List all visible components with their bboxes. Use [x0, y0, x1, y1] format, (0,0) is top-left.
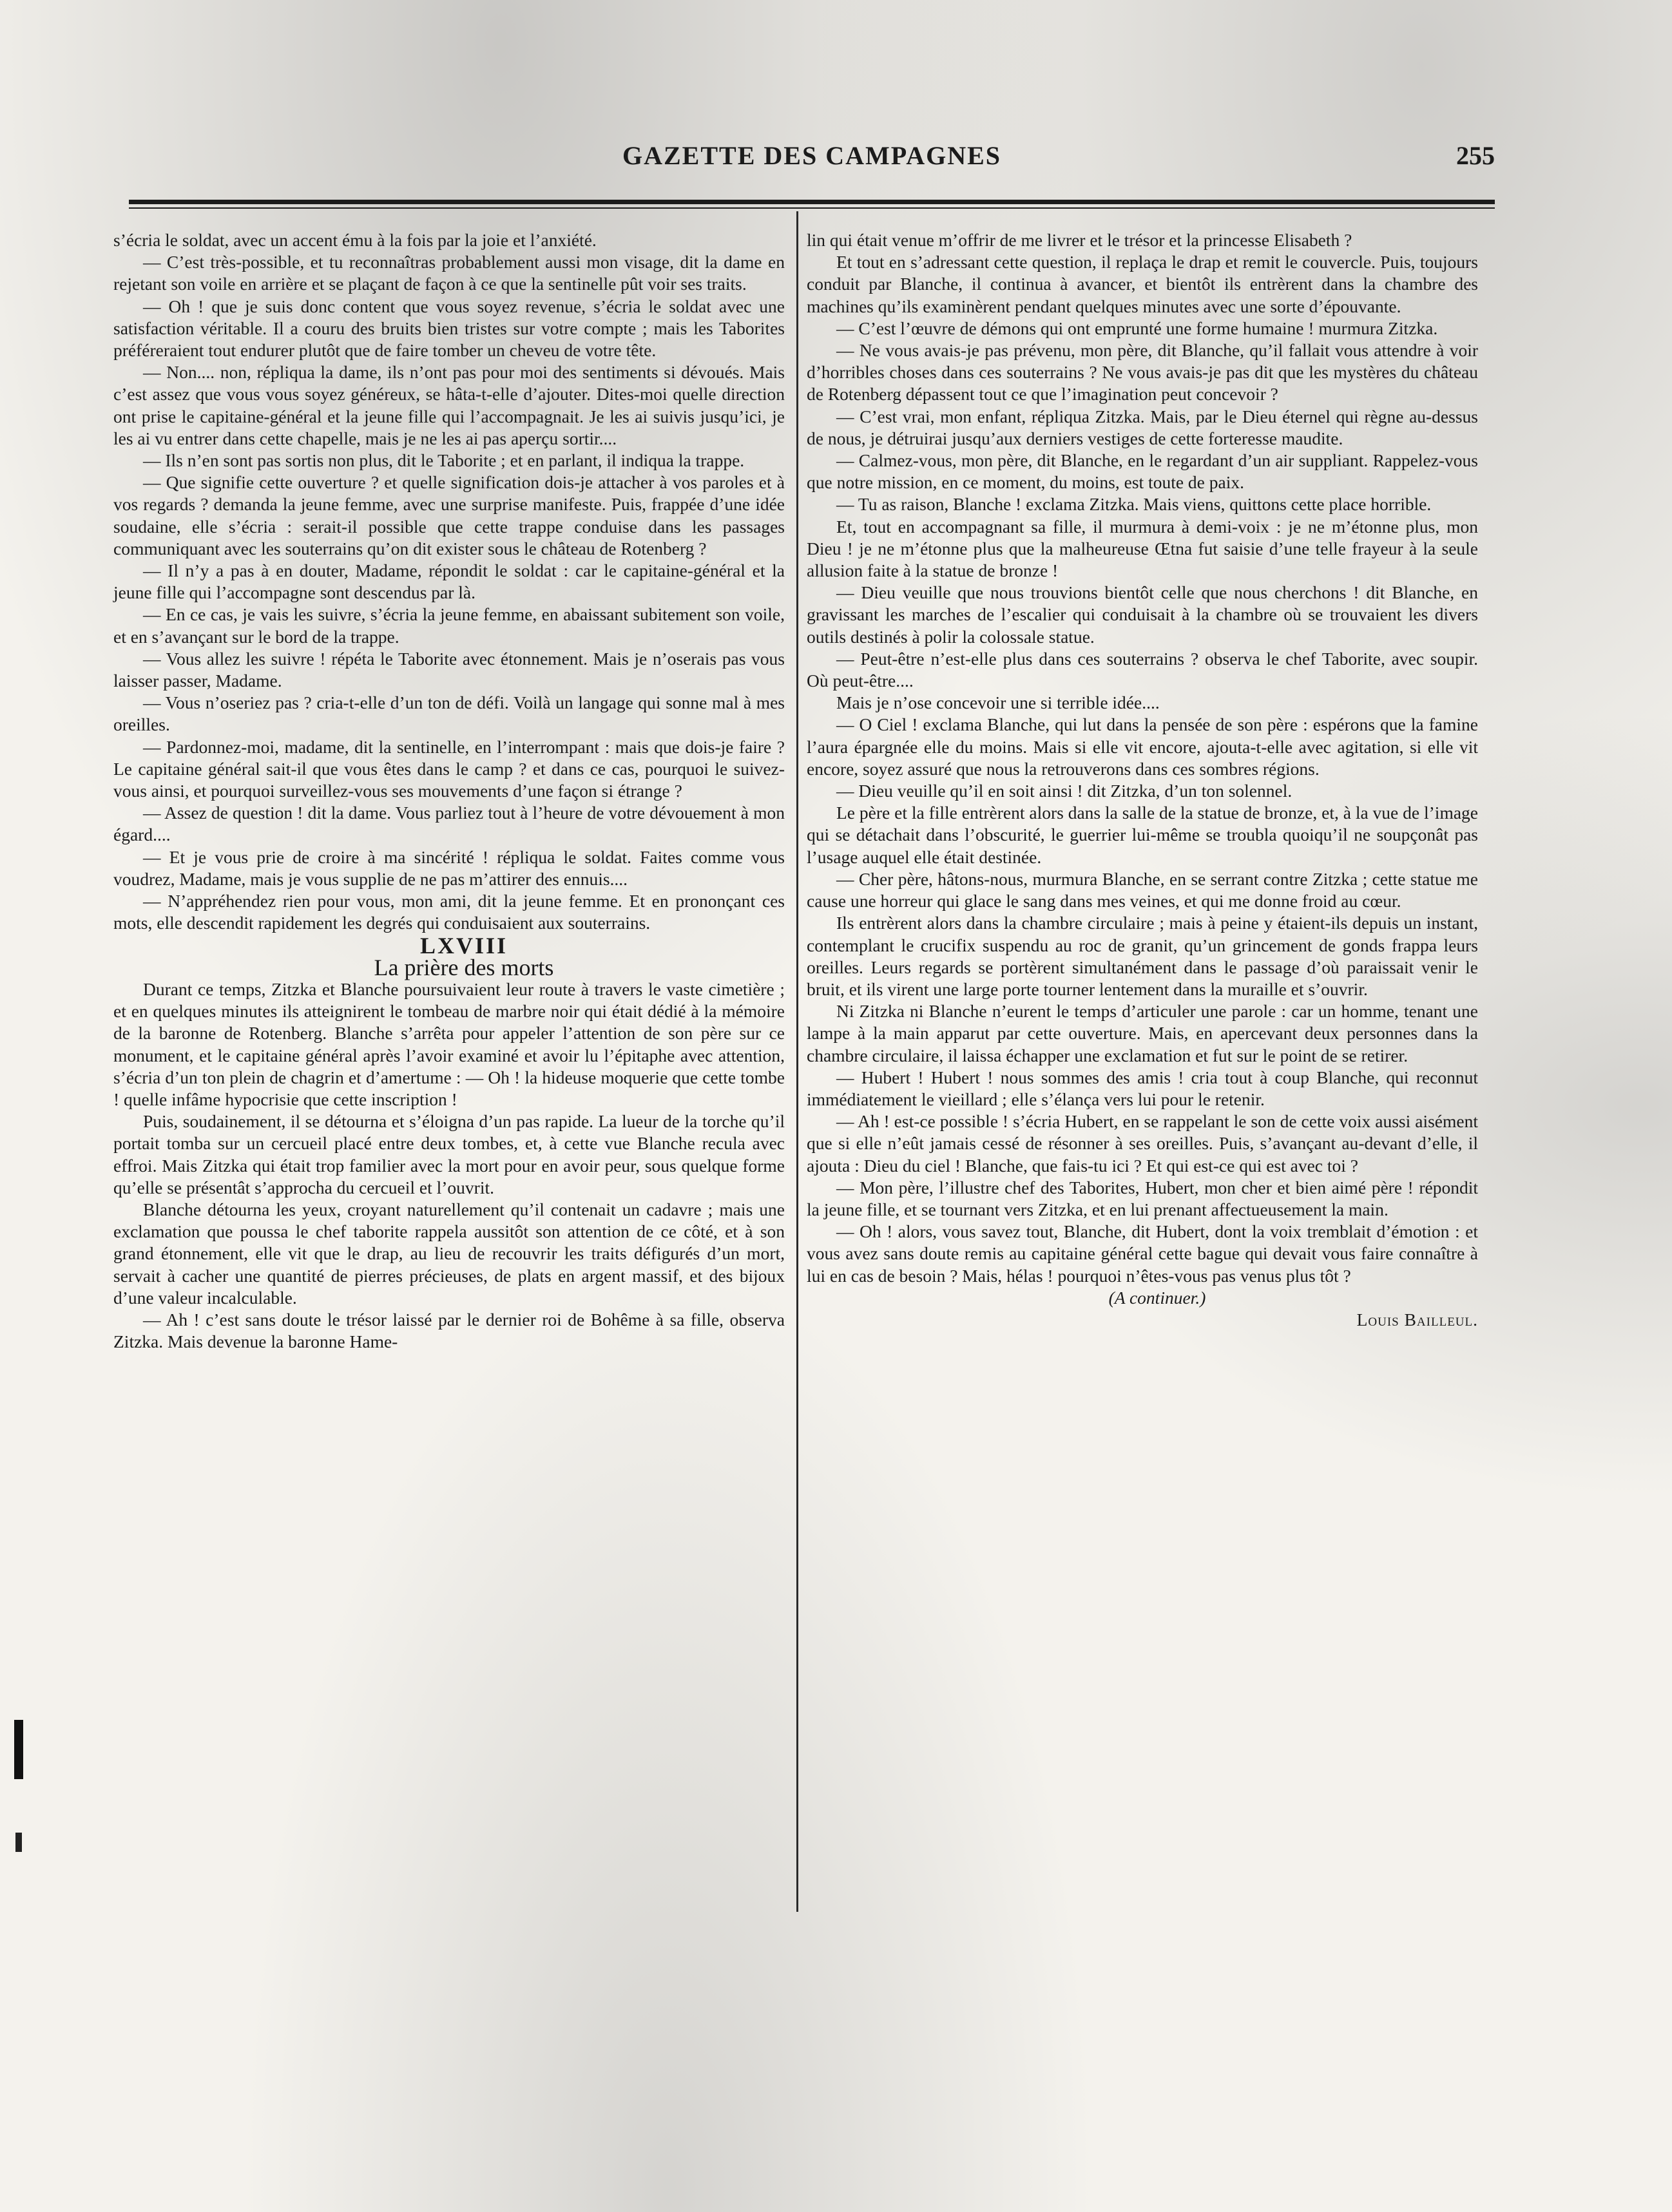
paragraph: lin qui était venue m’offrir de me livrer et le trésor et la princesse Elisabeth ?	[807, 230, 1352, 250]
paragraph: — Assez de question ! dit la dame. Vous parliez tout à l’heure de votre dévouement à mon égard....	[113, 803, 785, 845]
paragraph: — N’appréhendez rien pour vous, mon ami, dit la jeune femme. Et en prononçant ces mots, elle descendit rapidement les degrés qui conduisaient aux souterrains.	[113, 891, 785, 933]
paragraph: — Oh ! alors, vous savez tout, Blanche, dit Hubert, dont la voix tremblait d’émotion : et vous avez sans doute remis au capitaine général cette bague qui devait vous faire connaître à lui en cas de besoin ? Mais, hélas ! pourquoi n’êtes-vous pas venus plus tôt ?	[807, 1221, 1478, 1286]
paragraph: — Oh ! que je suis donc content que vous soyez revenue, s’écria le soldat avec une satisfaction véritable. Il a couru des bruits bien tristes sur votre compte ; mais les Taborites préféreraient tout endurer plutôt que de faire tomber un cheveu de votre tête.	[113, 296, 785, 361]
paragraph: — Dieu veuille que nous trouvions bientôt celle que nous cherchons ! dit Blanche, en gravissant les marches de l’escalier qui conduisait à la chambre où se trouvaient les divers outils destinés à polir la colossale statue.	[807, 582, 1478, 647]
paragraph: — Peut-être n’est-elle plus dans ces souterrains ? observa le chef Taborite, avec soupir. Où peut-être....	[807, 648, 1478, 691]
margin-ink-mark	[15, 1833, 22, 1852]
paragraph: s’écria le soldat, avec un accent ému à la fois par la joie et l’anxiété.	[113, 230, 597, 250]
paragraph: Et tout en s’adressant cette question, il replaça le drap et remit le couvercle. Puis, toujours conduit par Blanche, il continua à avancer, et bientôt ils entrèrent dans la chambre des machines qu’ils examinèrent pendant quelques minutes avec une sorte d’épouvante.	[807, 252, 1478, 316]
paragraph: Durant ce temps, Zitzka et Blanche poursuivaient leur route à travers le vaste cimetière ; et en quelques minutes ils atteignirent le tombeau de marbre noir qui était dédié à la mémoire de la baronne de Rotenberg. Blanche s’arrêta pour appeler l’attention de son père sur ce monument, et le capitaine général après l’avoir examiné et avoir lu l’épitaphe avec attention, s’écria d’un ton plein de chagrin et d’amertume : — Oh ! la hideuse moquerie que cette tombe ! quelle infâme hypocrisie que cette inscription !	[113, 978, 785, 1109]
right-column	[807, 229, 1478, 1331]
paragraph: — Non.... non, répliqua la dame, ils n’ont pas pour moi des sentiments si dévoués. Mais c’est assez que vous vous soyez généreux, se hâta-t-elle d’ajouter. Dites-moi quelle direction ont prise le capitaine-général et la jeune fille qui l’accompagnait. Je les ai suivis jusqu’ici, je les ai vu entrer dans cette chapelle, mais je ne les ai pas aperçu sortir....	[113, 362, 785, 448]
paragraph: Le père et la fille entrèrent alors dans la salle de la statue de bronze, et, à la vue de l’image qui se détachait dans l’obscurité, le guerrier lui-même se troubla quoiqu’il ne soupçonât pas l’usage auquel elle était destinée.	[807, 803, 1478, 867]
header-rule-thick	[129, 200, 1495, 204]
paragraph: — Et je vous prie de croire à ma sincérité ! répliqua le soldat. Faites comme vous voudrez, Madame, mais je vous supplie de ne pas m’attirer des ennuis....	[113, 846, 785, 889]
paragraph: Blanche détourna les yeux, croyant naturellement qu’il contenait un cadavre ; mais une exclamation que poussa le chef taborite rappela aussitôt son attention de ce côté, et à son grand étonnement, elle vit que le drap, au lieu de recouvrir les traits défigurés d’un mort, servait à cacher une quantité de pierres précieuses, de plats en argent massif, et des bijoux d’une valeur incalculable.	[113, 1199, 785, 1308]
paragraph: — C’est vrai, mon enfant, répliqua Zitzka. Mais, par le Dieu éternel qui règne au-dessus de nous, je détruirai jusqu’aux derniers vestiges de cette forteresse maudite.	[807, 406, 1478, 448]
paragraph: — Pardonnez-moi, madame, dit la sentinelle, en l’interrompant : mais que dois-je faire ? Le capitaine général sait-il que vous êtes dans le camp ? et dans ce cas, pourquoi le suivez-vous ainsi, et pourquoi surveillez-vous ses mouvements d’une façon si étrange ?	[113, 736, 785, 801]
paragraph: — Vous n’oseriez pas ? cria-t-elle d’un ton de défi. Voilà un langage qui sonne mal à mes oreilles.	[113, 692, 785, 735]
margin-ink-mark	[14, 1720, 23, 1779]
paragraph: Puis, soudainement, il se détourna et s’éloigna d’un pas rapide. La lueur de la torche qu’il portait tomba sur un cercueil placé entre deux tombes, et, à cette vue Blanche recula avec effroi. Mais Zitzka qui était trop familier avec la mort pour en avoir peur, sous quelque forme qu’elle se présentât s’approcha du cercueil et l’ouvrit.	[113, 1111, 785, 1197]
running-title: GAZETTE DES CAMPAGNES	[622, 141, 1001, 170]
paragraph: — Cher père, hâtons-nous, murmura Blanche, en se serrant contre Zitzka ; cette statue me cause une horreur qui glace le sang dans mes veines, et qui me donne froid au cœur.	[807, 868, 1478, 911]
header-rule-thin	[129, 207, 1495, 209]
paragraph: — Il n’y a pas à en douter, Madame, répondit le soldat : car le capitaine-général et la jeune fille qui l’accompagne sont descendus par là.	[113, 560, 785, 603]
author-signature: Louis Bailleul.	[1356, 1309, 1478, 1330]
paragraph: — C’est l’œuvre de démons qui ont emprunté une forme humaine ! murmura Zitzka.	[836, 318, 1438, 338]
chapter-number: LXVIII	[419, 932, 508, 958]
paragraph: — Calmez-vous, mon père, dit Blanche, en le regardant d’un air suppliant. Rappelez-vous que notre mission, en ce moment, du moins, est toute de paix.	[807, 450, 1478, 493]
paragraph: — Ils n’en sont pas sortis non plus, dit le Taborite ; et en parlant, il indiqua la trappe.	[143, 450, 745, 471]
paragraph: — Mon père, l’illustre chef des Taborites, Hubert, mon cher et bien aimé père ! répondit la jeune fille, et se tournant vers Zitzka, et en lui prenant affectueusement la main.	[807, 1177, 1478, 1219]
paragraph: Ils entrèrent alors dans la chambre circulaire ; mais à peine y étaient-ils depuis un instant, contemplant le crucifix suspendu au roc de granit, qu’un grincement de gonds frappa leurs oreilles. Leurs regards se portèrent simultanément dans le passage d’où paraissait venir le bruit, et ils virent une large porte tourner lentement dans la muraille et s’ouvrir.	[807, 913, 1478, 999]
paragraph: — Hubert ! Hubert ! nous sommes des amis ! cria tout à coup Blanche, qui reconnut immédiatement le vieillard ; elle s’élança vers lui pour le retenir.	[807, 1067, 1478, 1109]
paragraph: — Que signifie cette ouverture ? et quelle signification dois-je attacher à vos paroles et à vos regards ? demanda la jeune femme, avec une surprise manifeste. Puis, frappée d’une idée soudaine, elle s’écria : serait-il possible que cette trappe conduise dans les passages communiquant avec les souterrains qu’on dit exister sous le château de Rotenberg ?	[113, 472, 785, 558]
paragraph: — Ah ! est-ce possible ! s’écria Hubert, en se rappelant le son de cette voix aussi aisément que si elle n’eût jamais cessé de résonner à ses oreilles. Puis, s’avançant au-devant d’elle, il ajouta : Dieu du ciel ! Blanche, que fais-tu ici ? Et qui est-ce qui est avec toi ?	[807, 1111, 1478, 1176]
paragraph: — Vous allez les suivre ! répéta le Taborite avec étonnement. Mais je n’oserais pas vous laisser passer, Madame.	[113, 648, 785, 691]
page-number: 255	[1456, 141, 1495, 170]
paragraph: Mais je n’ose concevoir une si terrible idée....	[836, 692, 1160, 713]
paragraph: — En ce cas, je vais les suivre, s’écria la jeune femme, en abaissant subitement son voile, et en s’avançant sur le bord de la trappe.	[113, 604, 785, 647]
continuation-note: (A continuer.)	[1108, 1287, 1206, 1308]
paragraph: — C’est très-possible, et tu reconnaîtras probablement aussi mon visage, dit la dame en rejetant son voile en arrière et se plaçant de façon à ce que la sentinelle pût voir ses traits.	[113, 252, 785, 294]
paragraph: — Tu as raison, Blanche ! exclama Zitzka. Mais viens, quittons cette place horrible.	[836, 494, 1432, 515]
paragraph: — Dieu veuille qu’il en soit ainsi ! dit Zitzka, d’un ton solennel.	[836, 781, 1292, 801]
paragraph: — O Ciel ! exclama Blanche, qui lut dans la pensée de son père : espérons que la famine l’aura épargnée elle du moins. Mais si elle vit encore, ajouta-t-elle avec agitation, si elle vit encore, soyez assuré que nous la retrouverons dans ces sombres régions.	[807, 714, 1478, 779]
page-header	[129, 140, 1495, 179]
paragraph: Et, tout en accompagnant sa fille, il murmura à demi-voix : je ne m’étonne plus, mon Dieu ! je ne m’étonne plus que la malheureuse Œtna fut saisie d’une telle frayeur à la seule allusion faite à la statue de bronze !	[807, 516, 1478, 581]
paragraph: — Ne vous avais-je pas prévenu, mon père, dit Blanche, qu’il fallait vous attendre à voir d’horribles choses dans ces souterrains ? Ne vous avais-je pas dit que les mystères du château de Rotenberg dépassent tout ce que l’imagination peut concevoir ?	[807, 340, 1478, 405]
paragraph: — Ah ! c’est sans doute le trésor laissé par le dernier roi de Bohême à sa fille, observa Zitzka. Mais devenue la baronne Hame-	[113, 1309, 785, 1352]
column-divider	[796, 211, 798, 1912]
paragraph: Ni Zitzka ni Blanche n’eurent le temps d’articuler une parole : car un homme, tenant une lampe à la main apparut par cette ouverture. Mais, en apercevant deux personnes dans la chambre circulaire, il laissa échapper une exclamation et fut sur le point de se retirer.	[807, 1001, 1478, 1065]
left-column	[113, 229, 785, 1353]
chapter-title: La prière des morts	[374, 954, 554, 980]
